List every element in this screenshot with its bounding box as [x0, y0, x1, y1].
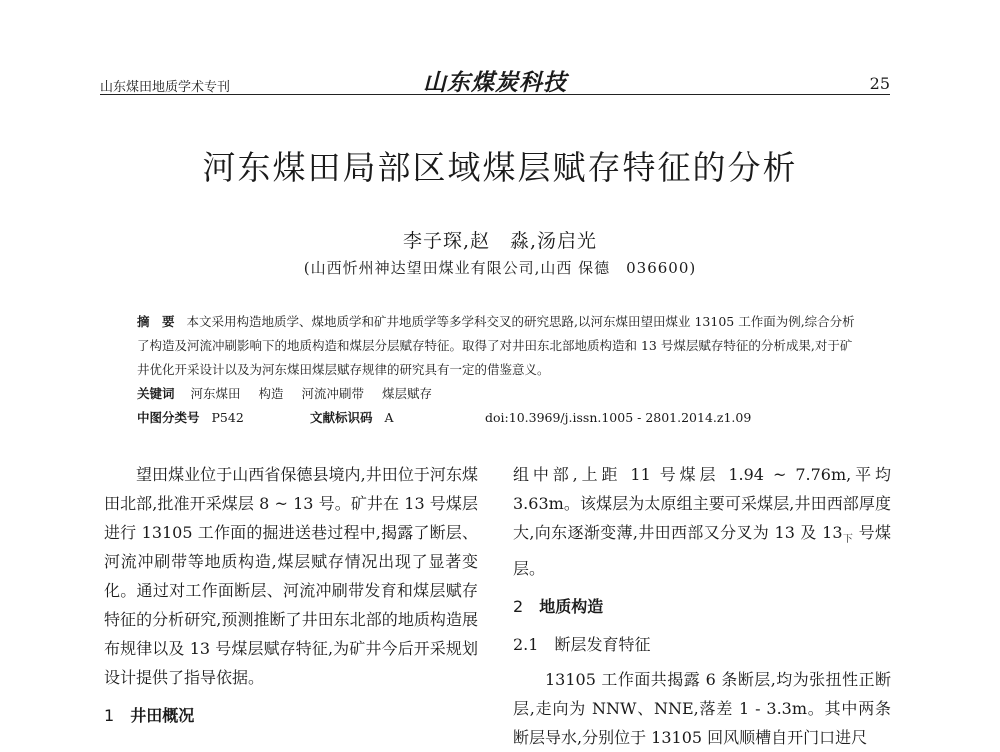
subscript: 下 — [842, 534, 854, 546]
intro-paragraph: 望田煤业位于山西省保德县境内,井田位于河东煤田北部,批准开采煤层 8 ~ 13 号。矿井在 13 号煤层进行 13105 工作面的掘进送巷过程中,揭露了断层、河流冲刷带等地质构造,煤层赋存情况出现了显著变化。通过对工作面断层、河流冲刷带发育和煤层赋存特征的分析研究,预测推断了井田东北部的地质构造展布规律以及 13 号煤层赋存特征,为矿井今后开采规划设计提供了指导依据。 — [104, 465, 478, 687]
section-title: 井田概况 — [130, 706, 195, 725]
page-number: 25 — [869, 74, 890, 93]
body-paragraph-text: 组中部,上距 11 号煤层 1.94 ~ 7.76m,平均 3.63m。该煤层为太原组主要可采煤层,井田西部厚度大,向东逐渐变薄,井田西部又分叉为 13 及 13 — [513, 465, 891, 542]
doi: doi:10.3969/j.issn.1005 - 2801.2014.z1.09 — [485, 410, 752, 425]
left-column — [104, 460, 478, 739]
doc-code-value: A — [384, 410, 394, 425]
abstract-text: 本文采用构造地质学、煤地质学和矿井地质学等多学科交叉的研究思路,以河东煤田望田煤业 13105 工作面为例,综合分析了构造及河流冲刷影响下的地质构造和煤层分层赋存特征。取得了对井田东北部地质构造和 13 号煤层赋存特征的分析成果,对于矿井优化开采设计以及为河东煤田煤层赋存规律的研究具有一定的借鉴意义。 — [137, 314, 855, 377]
section-number: 1 — [104, 706, 115, 725]
subsection-number: 2.1 — [513, 635, 539, 655]
section-number: 2 — [513, 597, 524, 617]
subsection-title: 断层发育特征 — [554, 635, 651, 655]
keywords-label: 关键词 — [137, 386, 175, 401]
doc-code-label: 文献标识码 — [310, 410, 373, 425]
clc-label: 中图分类号 — [137, 410, 200, 425]
article-affiliation: (山西忻州神达望田煤业有限公司,山西 保德 036600) — [303, 259, 697, 277]
journal-masthead: 山东煤炭科技 — [423, 69, 567, 96]
journal-name: 山东煤田地质学术专刊 — [100, 80, 231, 95]
article-authors: 李子琛,赵 淼,汤启光 — [402, 230, 598, 252]
keywords-block — [137, 382, 863, 406]
subsection-heading — [513, 630, 891, 659]
running-header — [100, 62, 890, 96]
keyword: 构造 — [258, 386, 284, 401]
body-paragraph-text: 号煤层。 — [513, 523, 891, 579]
header-rule — [100, 94, 890, 95]
section-heading — [104, 701, 478, 730]
section-title: 地质构造 — [539, 597, 604, 617]
article-title: 河东煤田局部区域煤层赋存特征的分析 — [202, 148, 798, 187]
keyword: 河流冲刷带 — [301, 386, 365, 401]
keyword: 煤层赋存 — [382, 386, 433, 401]
body-paragraph — [513, 460, 891, 583]
body-paragraph: 13105 工作面共揭露 6 条断层,均为张扭性正断层,走向为 NNW、NNE,落差 1 - 3.3m。其中两条断层导水,分别位于 13105 回风顺槽自开门口进尺 — [513, 670, 891, 748]
keyword: 河东煤田 — [190, 386, 241, 401]
section-heading — [513, 592, 891, 621]
abstract-block — [137, 310, 863, 382]
right-column — [513, 460, 891, 752]
clc-value: P542 — [211, 410, 244, 425]
abstract-label: 摘 要 — [137, 314, 175, 329]
